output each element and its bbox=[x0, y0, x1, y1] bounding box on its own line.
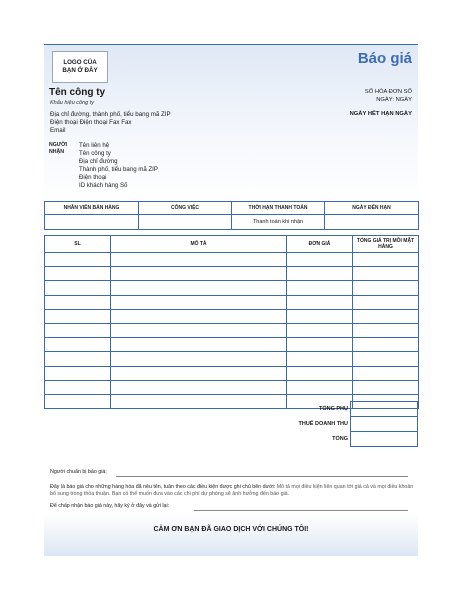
recipient-line: Tên liên hệ bbox=[79, 142, 110, 149]
qty-cell[interactable] bbox=[45, 366, 111, 380]
quote-page bbox=[44, 44, 418, 556]
quote-number: SỐ HÓA ĐƠN SỐ bbox=[364, 89, 412, 95]
description-cell[interactable] bbox=[111, 352, 287, 366]
tax-value[interactable] bbox=[350, 416, 418, 432]
item-row bbox=[45, 295, 419, 309]
item-row bbox=[45, 380, 419, 394]
header-line-total: TỔNG GIÁ TRỊ MỖI MẶT HÀNG bbox=[353, 236, 419, 253]
line-total-cell[interactable] bbox=[353, 338, 419, 352]
item-row bbox=[45, 281, 419, 295]
due-date-cell[interactable] bbox=[325, 215, 419, 230]
qty-cell[interactable] bbox=[45, 253, 111, 267]
unit-price-cell[interactable] bbox=[287, 380, 353, 394]
terms-text bbox=[50, 484, 416, 498]
header-job: CÔNG VIỆC bbox=[139, 202, 232, 215]
description-cell[interactable] bbox=[111, 338, 287, 352]
unit-price-cell[interactable] bbox=[287, 253, 353, 267]
recipient-line: Tên công ty bbox=[79, 150, 111, 157]
recipient-label: NGƯỜI NHẬN bbox=[49, 142, 67, 155]
subtotal-value[interactable] bbox=[350, 401, 418, 417]
thank-you-message: CẢM ƠN BẠN ĐÃ GIAO DỊCH VỚI CHÚNG TÔI! bbox=[153, 526, 309, 533]
accept-label: Để chấp nhận báo giá này, hãy ký ở đây và gửi lại: bbox=[50, 503, 170, 509]
line-total-cell[interactable] bbox=[353, 281, 419, 295]
header-description: MÔ TẢ bbox=[111, 236, 287, 253]
unit-price-cell[interactable] bbox=[287, 366, 353, 380]
unit-price-cell[interactable] bbox=[287, 338, 353, 352]
company-name: Tên công ty bbox=[49, 87, 106, 98]
terms-body: Mô tả mọi điều kiện liên quan tới giá cả và mọi điều khoản bổ sung trong thỏa thuận. Bạn có thể muốn đưa vào các chi phí dự phòng sẽ ảnh hưởng đến báo giá. bbox=[50, 484, 414, 497]
subtotal-row bbox=[44, 401, 418, 416]
line-total-cell[interactable] bbox=[353, 309, 419, 323]
page-title: Báo giá bbox=[357, 50, 412, 67]
line-total-cell[interactable] bbox=[353, 323, 419, 337]
unit-price-cell[interactable] bbox=[287, 281, 353, 295]
description-cell[interactable] bbox=[111, 281, 287, 295]
qty-cell[interactable] bbox=[45, 309, 111, 323]
logo-placeholder[interactable]: LOGO CỦA BẠN Ở ĐÂY bbox=[52, 51, 108, 83]
company-slogan: Khẩu hiệu công ty bbox=[50, 100, 95, 106]
description-cell[interactable] bbox=[111, 253, 287, 267]
unit-price-cell[interactable] bbox=[287, 352, 353, 366]
payment-terms-cell[interactable]: Thanh toán khi nhận bbox=[232, 215, 325, 230]
item-row bbox=[45, 352, 419, 366]
header-qty: SL bbox=[45, 236, 111, 253]
line-total-cell[interactable] bbox=[353, 366, 419, 380]
header-salesperson: NHÂN VIÊN BÁN HÀNG bbox=[45, 202, 139, 215]
items-table bbox=[44, 235, 419, 409]
salesperson-cell[interactable] bbox=[45, 215, 139, 230]
qty-cell[interactable] bbox=[45, 380, 111, 394]
quote-date: NGÀY: NGÀY bbox=[376, 97, 412, 103]
prepared-by-label: Người chuẩn bị báo giá: bbox=[50, 469, 107, 475]
description-cell[interactable] bbox=[111, 309, 287, 323]
recipient-line: Điện thoại bbox=[79, 174, 107, 181]
item-row bbox=[45, 366, 419, 380]
qty-cell[interactable] bbox=[45, 338, 111, 352]
description-cell[interactable] bbox=[111, 380, 287, 394]
total-value[interactable] bbox=[350, 431, 418, 447]
unit-price-cell[interactable] bbox=[287, 267, 353, 281]
qty-cell[interactable] bbox=[45, 281, 111, 295]
line-total-cell[interactable] bbox=[353, 295, 419, 309]
qty-cell[interactable] bbox=[45, 267, 111, 281]
line-total-cell[interactable] bbox=[353, 253, 419, 267]
total-row bbox=[44, 431, 418, 446]
expiry-date: NGÀY HẾT HẠN NGÀY bbox=[349, 111, 412, 117]
total-label: TỔNG bbox=[332, 436, 348, 442]
item-row bbox=[45, 323, 419, 337]
tax-label: THUẾ DOANH THU bbox=[298, 421, 348, 427]
footer-gradient bbox=[44, 514, 418, 556]
recipient-line: Thành phố, tiểu bang mã ZIP bbox=[79, 166, 158, 173]
signature-line[interactable] bbox=[194, 510, 408, 511]
description-cell[interactable] bbox=[111, 323, 287, 337]
tax-row bbox=[44, 416, 418, 431]
header-due-date: NGÀY ĐẾN HẠN bbox=[325, 202, 419, 215]
recipient-line: Địa chỉ đường bbox=[79, 158, 118, 165]
address-line: Địa chỉ đường, thành phố, tiểu bang mã ZIP bbox=[50, 111, 171, 118]
header-payment-terms: THỜI HẠN THANH TOÁN bbox=[232, 202, 325, 215]
prepared-by-line[interactable] bbox=[116, 476, 408, 477]
top-rule bbox=[44, 44, 418, 45]
company-address bbox=[50, 111, 171, 135]
item-row bbox=[45, 309, 419, 323]
line-total-cell[interactable] bbox=[353, 267, 419, 281]
recipient-line: ID khách hàng Số bbox=[79, 182, 128, 189]
email-line: Email bbox=[50, 127, 66, 134]
line-total-cell[interactable] bbox=[353, 380, 419, 394]
qty-cell[interactable] bbox=[45, 323, 111, 337]
item-row bbox=[45, 267, 419, 281]
description-cell[interactable] bbox=[111, 267, 287, 281]
subtotal-label: TỔNG PHỤ bbox=[318, 406, 348, 412]
recipient-block bbox=[79, 142, 158, 190]
terms-intro: Đây là báo giá cho những hàng hóa đã nêu tên, tuân theo các điều kiện được ghi chú bên dưới: bbox=[50, 484, 276, 490]
header-unit-price: ĐƠN GIÁ bbox=[287, 236, 353, 253]
unit-price-cell[interactable] bbox=[287, 323, 353, 337]
info-table bbox=[44, 201, 419, 230]
item-row bbox=[45, 338, 419, 352]
qty-cell[interactable] bbox=[45, 352, 111, 366]
quote-meta bbox=[365, 88, 412, 104]
qty-cell[interactable] bbox=[45, 295, 111, 309]
line-total-cell[interactable] bbox=[353, 352, 419, 366]
description-cell[interactable] bbox=[111, 366, 287, 380]
unit-price-cell[interactable] bbox=[287, 309, 353, 323]
description-cell[interactable] bbox=[111, 295, 287, 309]
phone-fax-line: Điện thoại Điện thoại Fax Fax bbox=[50, 119, 132, 126]
unit-price-cell[interactable] bbox=[287, 295, 353, 309]
job-cell[interactable] bbox=[139, 215, 232, 230]
item-row bbox=[45, 253, 419, 267]
